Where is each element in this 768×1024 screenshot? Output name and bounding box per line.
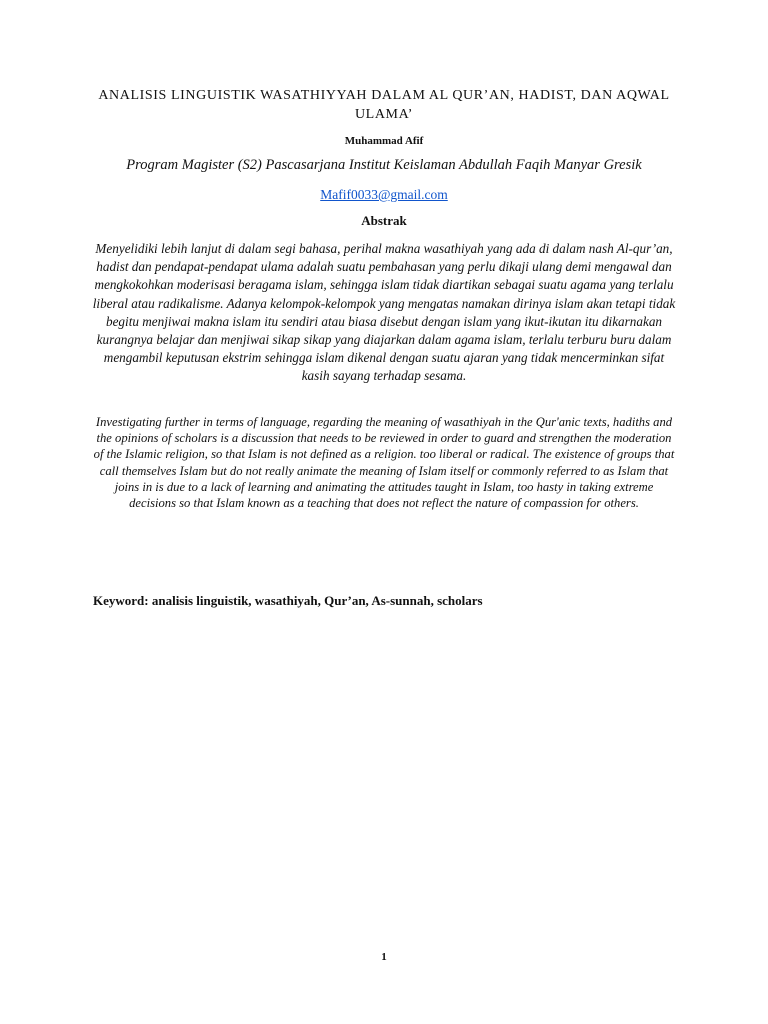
author-email <box>0 186 768 203</box>
author-name: Muhammad Afif <box>344 135 424 147</box>
keywords-line: Keyword: analisis linguistik, wasathiyah, Qur’an, As-sunnah, scholars <box>93 593 483 608</box>
email-link[interactable]: Mafif0033@gmail.com <box>320 187 448 202</box>
author-affiliation: Program Magister (S2) Pascasarjana Institut Keislaman Abdullah Faqih Manyar Gresik <box>126 157 642 173</box>
abstract-english: Investigating further in terms of language, regarding the meaning of wasathiyah in the Qur'anic texts, hadiths and the opinions of scholars is a discussion that needs to be reviewed in order to guard and strengthen the moderation of the Islamic religion, so that Islam is not defined as a religion. too liberal or radical. The existence of groups that call themselves Islam but do not really animate the meaning of Islam itself or commonly referred to as Islam that joins in is due to a lack of learning and animating the attitudes taught in Islam, too hasty in taking extreme decisions so that Islam known as a teaching that does not reflect the nature of compassion for others. <box>93 415 675 511</box>
paper-title: ANALISIS LINGUISTIK WASATHIYYAH DALAM AL QUR’AN, HADIST, DAN AQWAL ULAMA’ <box>98 88 670 122</box>
abstract-heading: Abstrak <box>361 213 407 228</box>
page-number: 1 <box>381 951 387 963</box>
abstract-indonesian: Menyelidiki lebih lanjut di dalam segi bahasa, perihal makna wasathiyah yang ada di dalam nash Al-qur’an, hadist dan pendapat-pendapat ulama adalah suatu pembahasan yang perlu dikaji ulang demi mengawal dan mengkokohkan moderisasi beragama islam, sehingga islam tidak diartikan sebagai suatu agama yang terlalu liberal atau radikalisme. Adanya kelompok-kelompok yang mengatas namakan dirinya islam akan tetapi tidak begitu menjiwai makna islam itu sendiri atau biasa disebut dengan islam yang ikut-ikutan itu dikarnakan kurangnya belajar dan menjiwai sikap sikap yang diajarkan dalam agama islam, terlalu terburu buru dalam mengambil keputusan ekstrim sehingga islam dikenal dengan suatu ajaran yang tidak mencerminkan sifat kasih sayang terhadap sesama. <box>92 241 676 384</box>
